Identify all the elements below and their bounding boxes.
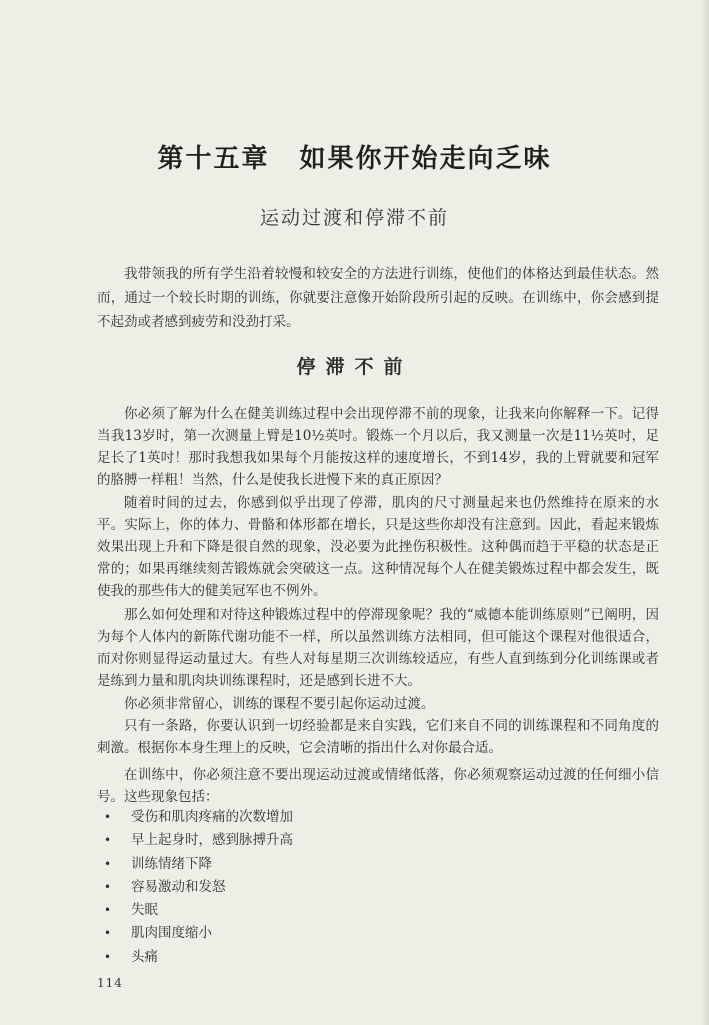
bullet-icon: • xyxy=(104,879,112,894)
chapter-title xyxy=(0,138,709,175)
bullet-icon: • xyxy=(104,810,112,824)
symptom-text: 容易激动和发怒 xyxy=(131,878,226,895)
symptom-text: 早上起身时，感到脉搏升高 xyxy=(131,832,293,849)
chapter-subtitle: 运动过渡和停滞不前 xyxy=(259,207,449,229)
body-paragraph: 那么如何处理和对待这种锻炼过程中的停滞现象呢？我的“威德本能训练原则”已阐明，因为每个人体内的新陈代谢功能不一样，所以虽然训练方法相同，但可能这个课程对他很适合，而对你则显得运动量过大。有些人对每星期三次训练较适应，有些人直到练到分化训练课或者是练到力量和肌肉块训练课程时，还是感到长进不大。 xyxy=(97,607,659,689)
body-paragraph: 随着时间的过去，你感到似乎出现了停滞，肌肉的尺寸测量起来也仍然维持在原来的水平。实际上，你的体力、骨骼和体形都在增长，只是这些你却没有注意到。因此，看起来锻炼效果出现上升和下降是很自然的现象，没必要为此挫伤积极性。这种偶而趋于平稳的状态是正常的；如果再继续刻苦锻炼就会突破这一点。这种情况每个人在健美锻炼过程中都会发生，既使我的那些伟大的健美冠军也不例外。 xyxy=(97,495,659,599)
body-paragraph: 在训练中，你必须注意不要出现运动过渡或情绪低落，你必须观察运动过渡的任何细小信号。这些现象包括： xyxy=(97,767,659,805)
list-item xyxy=(104,946,293,969)
body-paragraph: 你必须非常留心，训练的课程不要引起你运动过渡。 xyxy=(124,696,435,712)
body-paragraph: 你必须了解为什么在健美训练过程中会出现停滞不前的现象，让我来向你解释一下。记得当我13岁时，第一次测量上臂是10½英吋。锻炼一个月以后，我又测量一次是11½英吋，足足长了1英吋！那时我想我如果每个月能按这样的速度增长，不到14岁，我的上臂就要和冠军的胳膊一样粗！当然，什么是使我长进慢下来的真正原因？ xyxy=(97,406,659,488)
list-item xyxy=(104,876,293,899)
page-number: 114 xyxy=(97,976,123,990)
bullet-icon: • xyxy=(104,903,112,918)
symptom-text: 头痛 xyxy=(131,948,158,965)
chapter-number: 第十五章 xyxy=(157,144,270,174)
symptom-text: 肌肉围度缩小 xyxy=(131,925,212,942)
list-item xyxy=(104,853,293,876)
chapter-title-text: 如果你开始走向乏味 xyxy=(299,144,552,174)
bullet-icon: • xyxy=(104,856,112,871)
symptom-text: 失眠 xyxy=(131,902,158,919)
list-item xyxy=(104,899,293,922)
list-item xyxy=(104,806,293,829)
bullet-icon: • xyxy=(104,926,112,941)
list-item xyxy=(104,829,293,852)
bullet-icon: • xyxy=(104,949,112,964)
symptom-list xyxy=(104,806,293,969)
section-heading: 停滞不前 xyxy=(296,356,413,378)
list-item xyxy=(104,922,293,945)
bullet-icon: • xyxy=(104,833,112,848)
symptom-text: 训练情绪下降 xyxy=(131,855,212,872)
symptom-text: 受伤和肌肉疼痛的次数增加 xyxy=(131,809,293,825)
body-paragraph: 只有一条路，你要认识到一切经验都是来自实践，它们来自不同的训练课程和不同角度的刺激。根据你本身生理上的反映，它会清晰的指出什么对你最合适。 xyxy=(97,718,659,756)
intro-paragraph: 我带领我的所有学生沿着较慢和较安全的方法进行训练，使他们的体格达到最佳状态。然而，通过一个较长时期的训练，你就要注意像开始阶段所引起的反映。在训练中，你会感到提不起劲或者感到疲劳和没劲打采。 xyxy=(97,266,659,330)
